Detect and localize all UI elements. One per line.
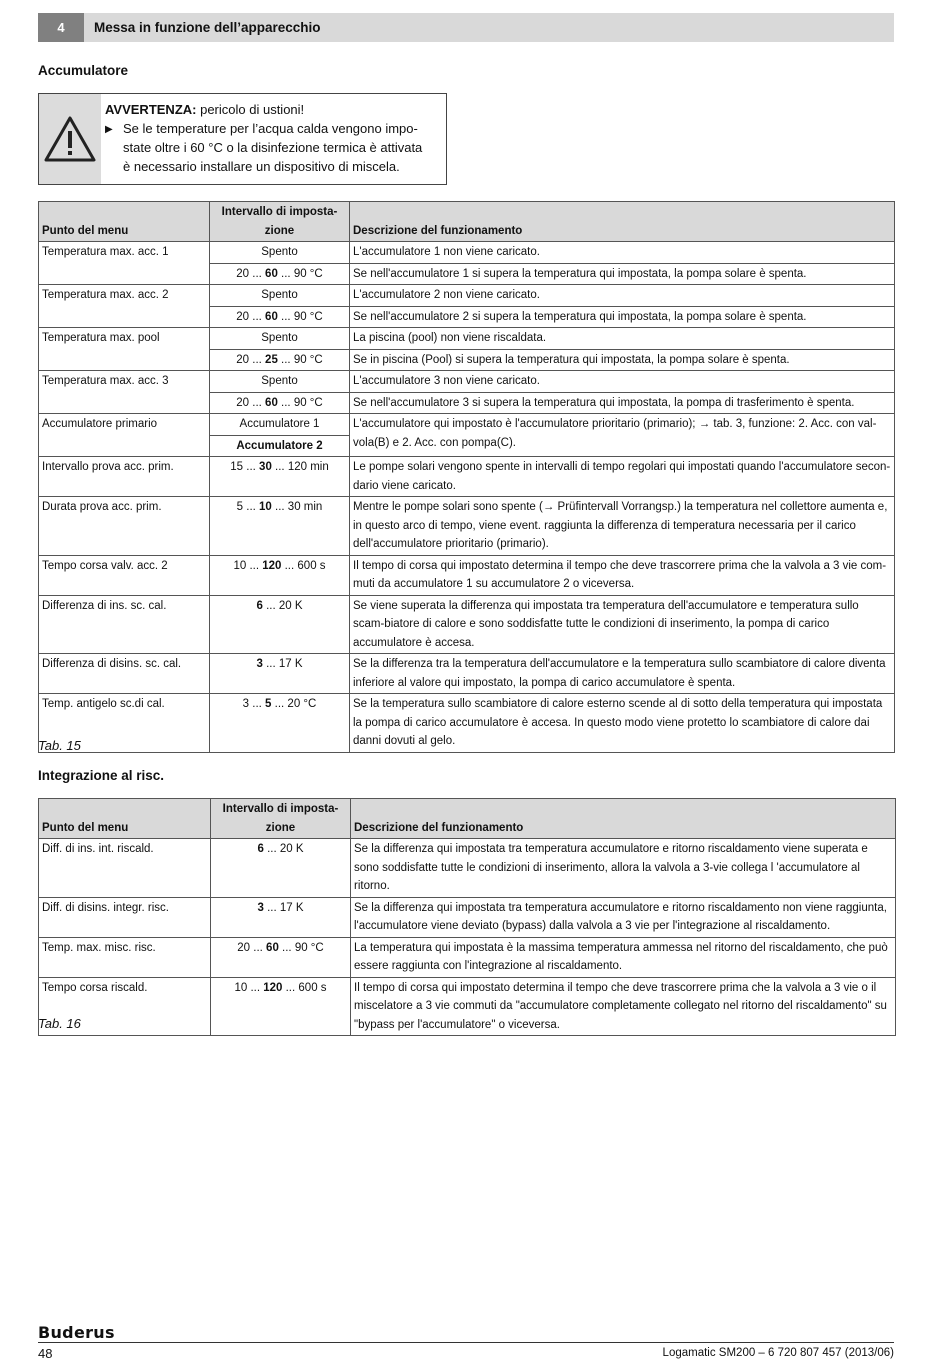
- range-cell: 20 ... 60 ... 90 °C: [210, 306, 350, 328]
- table-row: [39, 555, 895, 595]
- header-range: Intervallo di imposta- zione: [210, 202, 350, 242]
- description-cell: Se viene superata la differenza qui impostata tra temperatura dell'accumulatore e temperatura sullo scam-biatore di calore e sono soddisfatte tutte le condizioni di inserimento, la pompa di carico accumulatore è accesa.: [350, 595, 895, 654]
- menu-item-cell: Temp. antigelo sc.di cal.: [39, 694, 210, 753]
- warning-line-3: è necessario installare un dispositivo di miscela.: [123, 159, 400, 174]
- table-15-header: [39, 202, 895, 242]
- menu-item-cell: Diff. di ins. int. riscald.: [39, 839, 211, 898]
- range-cell: 3 ... 17 K: [211, 897, 351, 937]
- table-row: [39, 977, 896, 1036]
- table-row: [39, 371, 895, 393]
- table-row: [39, 897, 896, 937]
- buderus-logo: Buderus: [38, 1323, 115, 1342]
- table-row: [39, 937, 896, 977]
- menu-item-cell: Temperatura max. acc. 2: [39, 285, 210, 328]
- warning-icon-panel: [39, 94, 101, 184]
- page-number: 48: [38, 1346, 53, 1361]
- menu-item-cell: Temp. max. misc. risc.: [39, 937, 211, 977]
- warning-line-2: state oltre i 60 °C o la disinfezione termica è attivata: [123, 140, 423, 155]
- range-cell: Spento: [210, 328, 350, 350]
- range-cell: 5 ... 10 ... 30 min: [210, 497, 350, 556]
- range-cell: 3 ... 17 K: [210, 654, 350, 694]
- range-cell: Spento: [210, 285, 350, 307]
- warning-title-line: [105, 100, 422, 119]
- range-cell: 10 ... 120 ... 600 s: [210, 555, 350, 595]
- description-cell: Se la differenza qui impostata tra temperatura accumulatore e ritorno riscaldamento viene superata e sono soddisfatte tutte le condizioni di inserimento, allora la valvola a 3-vie collega l 'accumulatore al ritorno.: [351, 839, 896, 898]
- warning-subtitle: pericolo di ustioni!: [196, 102, 305, 117]
- header-description: Descrizione del funzionamento: [351, 799, 896, 839]
- menu-item-cell: Tempo corsa riscald.: [39, 977, 211, 1036]
- chapter-number: 4: [38, 13, 84, 42]
- table-row: [39, 694, 895, 753]
- description-cell: Mentre le pompe solari sono spente (→ Prüfintervall Vorrangsp.) la temperatura nel collettore aumenta e, in questo arco di tempo, viene event. raggiunta la differenza di temperatura necessaria per il carico dell'accumulatore prioritario (primario).: [350, 497, 895, 556]
- description-cell: Se la temperatura sullo scambiatore di calore esterno scende al di sotto della temperatura qui impostata la pompa di carico accumulatore è accesa. In questo modo viene protetto lo scambiatore di calore dai danni dovuti al gelo.: [350, 694, 895, 753]
- chapter-title: Messa in funzione dell’apparecchio: [94, 20, 321, 35]
- description-cell: Il tempo di corsa qui impostato determina il tempo che deve trascorrere prima che la valvola a 3 vie o il miscelatore a 3 vie commuti da "accumulatore completamente collegato nel ritorno del riscaldamento" su "bypass per l'accumulatore" o viceversa.: [351, 977, 896, 1036]
- range-cell: 20 ... 25 ... 90 °C: [210, 349, 350, 371]
- range-cell: 15 ... 30 ... 120 min: [210, 457, 350, 497]
- section-heading-integrazione: Integrazione al risc.: [38, 768, 165, 783]
- menu-item-cell: Differenza di disins. sc. cal.: [39, 654, 210, 694]
- table-row: [39, 242, 895, 264]
- description-cell: Se nell'accumulatore 3 si supera la temperatura qui impostata, la pompa di trasferimento è spenta.: [350, 392, 895, 414]
- description-cell: Se la differenza tra la temperatura dell'accumulatore e la temperatura sullo scambiatore di calore diventa inferiore al valore qui impostato, la pompa di carico accumulatore è spenta.: [350, 654, 895, 694]
- triangle-right-icon: ▶: [105, 124, 113, 135]
- description-cell: L'accumulatore qui impostato è l'accumulatore prioritario (primario); → tab. 3, funzione: 2. Acc. con val-vola(B) e 2. Acc. con pompa(C).: [350, 414, 895, 457]
- description-cell: Se la differenza qui impostata tra temperatura accumulatore e ritorno riscaldamento non viene raggiunta, l'accumulatore viene deviato (bypass) dalla valvola a 3 vie per l'integrazione al riscaldamento.: [351, 897, 896, 937]
- menu-item-cell: Tempo corsa valv. acc. 2: [39, 555, 210, 595]
- header-menu: Punto del menu: [39, 799, 211, 839]
- range-cell: 3 ... 5 ... 20 °C: [210, 694, 350, 753]
- table-16-caption: Tab. 16: [38, 1016, 81, 1031]
- description-cell: Le pompe solari vengono spente in intervalli di tempo regolari qui impostati quando l'accumulatore secon-dario viene caricato.: [350, 457, 895, 497]
- range-cell: Accumulatore 1: [210, 414, 350, 436]
- chapter-header: [38, 13, 894, 42]
- table-15: [38, 201, 895, 753]
- menu-item-cell: Temperatura max. pool: [39, 328, 210, 371]
- warning-text: [101, 94, 428, 184]
- header-description: Descrizione del funzionamento: [350, 202, 895, 242]
- table-row: [39, 595, 895, 654]
- document-reference: Logamatic SM200 – 6 720 807 457 (2013/06): [662, 1347, 894, 1359]
- range-cell: 20 ... 60 ... 90 °C: [210, 392, 350, 414]
- warning-title: AVVERTENZA:: [105, 102, 197, 117]
- description-cell: La piscina (pool) non viene riscaldata.: [350, 328, 895, 350]
- warning-triangle-icon: [43, 114, 97, 164]
- warning-bullet-text: [123, 119, 422, 176]
- table-row: [39, 839, 896, 898]
- table-row: [39, 414, 895, 436]
- header-range: Intervallo di imposta- zione: [211, 799, 351, 839]
- section-heading-accumulatore: Accumulatore: [38, 63, 129, 78]
- menu-item-cell: Differenza di ins. sc. cal.: [39, 595, 210, 654]
- range-cell: 20 ... 60 ... 90 °C: [211, 937, 351, 977]
- range-cell: 10 ... 120 ... 600 s: [211, 977, 351, 1036]
- range-cell: Accumulatore 2: [210, 435, 350, 457]
- range-cell: Spento: [210, 242, 350, 264]
- description-cell: La temperatura qui impostata è la massima temperatura ammessa nel ritorno del riscaldamento, che può essere raggiunta con l'integrazione al riscaldamento.: [351, 937, 896, 977]
- header-menu: Punto del menu: [39, 202, 210, 242]
- warning-box: [38, 93, 447, 185]
- menu-item-cell: Intervallo prova acc. prim.: [39, 457, 210, 497]
- table-row: [39, 328, 895, 350]
- range-cell: 6 ... 20 K: [211, 839, 351, 898]
- table-16-header: [39, 799, 896, 839]
- menu-item-cell: Durata prova acc. prim.: [39, 497, 210, 556]
- warning-bullet-item: [105, 119, 422, 176]
- table-16: [38, 798, 896, 1036]
- description-cell: L'accumulatore 2 non viene caricato.: [350, 285, 895, 307]
- menu-item-cell: Temperatura max. acc. 1: [39, 242, 210, 285]
- range-cell: 20 ... 60 ... 90 °C: [210, 263, 350, 285]
- range-cell: Spento: [210, 371, 350, 393]
- description-cell: Il tempo di corsa qui impostato determina il tempo che deve trascorrere prima che la valvola a 3 vie com-muti da accumulatore 1 su accumulatore 2 o viceversa.: [350, 555, 895, 595]
- menu-item-cell: Diff. di disins. integr. risc.: [39, 897, 211, 937]
- footer-divider: [38, 1342, 894, 1343]
- menu-item-cell: Accumulatore primario: [39, 414, 210, 457]
- description-cell: L'accumulatore 3 non viene caricato.: [350, 371, 895, 393]
- description-cell: L'accumulatore 1 non viene caricato.: [350, 242, 895, 264]
- menu-item-cell: Temperatura max. acc. 3: [39, 371, 210, 414]
- table-row: [39, 285, 895, 307]
- description-cell: Se nell'accumulatore 1 si supera la temperatura qui impostata, la pompa solare è spenta.: [350, 263, 895, 285]
- table-row: [39, 654, 895, 694]
- range-cell: 6 ... 20 K: [210, 595, 350, 654]
- description-cell: Se in piscina (Pool) si supera la temperatura qui impostata, la pompa solare è spenta.: [350, 349, 895, 371]
- warning-line-1: Se le temperature per l’acqua calda vengono impo-: [123, 121, 418, 136]
- table-15-caption: Tab. 15: [38, 738, 81, 753]
- table-row: [39, 497, 895, 556]
- description-cell: Se nell'accumulatore 2 si supera la temperatura qui impostata, la pompa solare è spenta.: [350, 306, 895, 328]
- table-row: [39, 457, 895, 497]
